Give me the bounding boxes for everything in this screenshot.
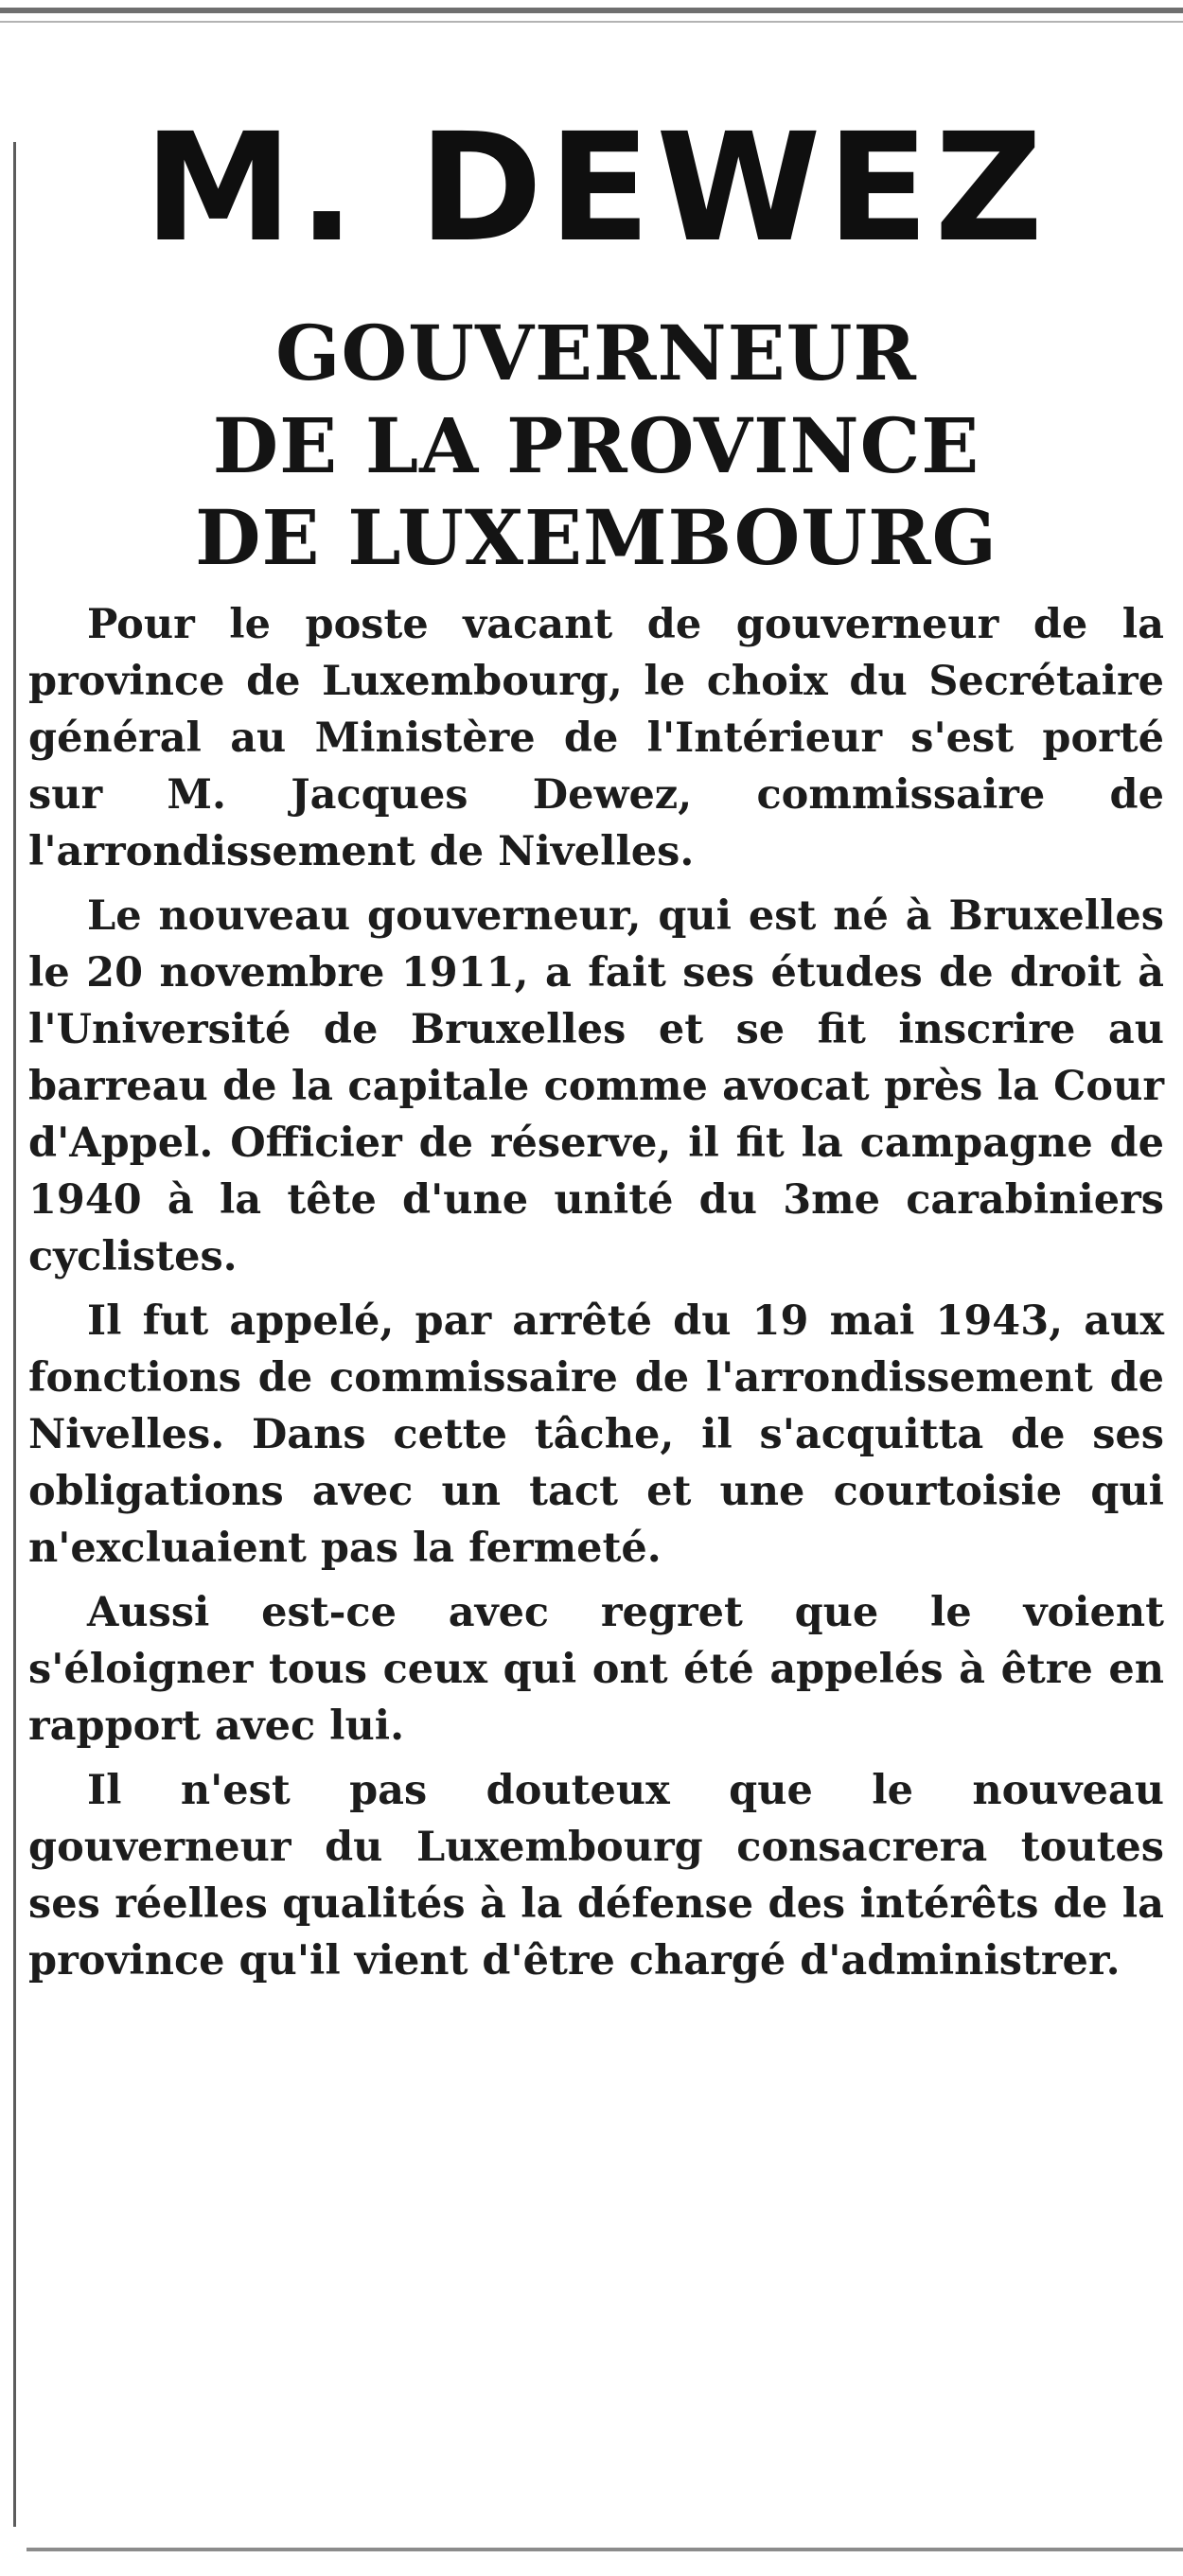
subheadline xyxy=(28,308,1164,585)
column-divider xyxy=(13,142,16,2527)
paragraph: Aussi est-ce avec regret que le voient s'éloigner tous ceux qui ont été appelés à être en rapport avec lui. xyxy=(28,1588,1164,1750)
headline: M. DEWEZ xyxy=(143,101,1050,275)
paragraph: Il fut appelé, par arrêté du 19 mai 1943, aux fonctions de commissaire de l'arrondissement de Nivelles. Dans cette tâche, il s'acquitta de ses obligations avec un tact et une courtoisie qui n'excluaient pas la fermeté. xyxy=(28,1297,1164,1572)
subhead-line: DE LUXEMBOURG xyxy=(195,493,998,583)
paragraph: Pour le poste vacant de gouverneur de la province de Luxembourg, le choix du Secrétaire général au Ministère de l'Intérieur s'est porté sur M. Jacques Dewez, commissaire de l'arrondissement de Nivelles. xyxy=(28,600,1164,875)
paragraph: Il n'est pas douteux que le nouveau gouverneur du Luxembourg consacrera toutes ses réelles qualités à la défense des intérêts de la province qu'il vient d'être chargé d'administrer. xyxy=(28,1766,1164,1985)
top-rule-thin xyxy=(0,21,1183,23)
article xyxy=(28,101,1164,1997)
subhead-line: DE LA PROVINCE xyxy=(212,400,980,490)
paragraph: Le nouveau gouverneur, qui est né à Bruxelles le 20 novembre 1911, a fait ses études de droit à l'Université de Bruxelles et se fit inscrire au barreau de la capitale comme avocat près la Cour d'Appel. Officier de réserve, il fit la campagne de 1940 à la tête d'une unité du 3me carabiniers cyclistes. xyxy=(28,891,1164,1280)
article-body xyxy=(28,596,1164,1989)
top-rule xyxy=(0,8,1183,13)
subhead-line: GOUVERNEUR xyxy=(275,309,917,397)
bottom-rule xyxy=(26,2548,1183,2551)
